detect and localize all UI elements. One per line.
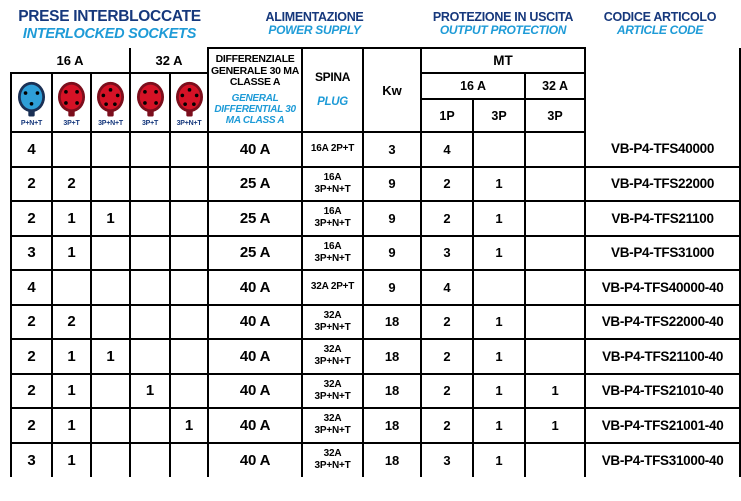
article-code-header-blank xyxy=(585,48,740,132)
socket-count-cell: 1 xyxy=(52,374,91,409)
mt-count-cell xyxy=(473,270,525,305)
differential-rating-cell: 25 A xyxy=(208,167,302,202)
power-supply-title-it: ALIMENTAZIONE xyxy=(265,10,364,24)
socket-16a-3p-n-t-icon xyxy=(93,79,128,119)
differential-rating-cell: 40 A xyxy=(208,132,302,167)
plug-cell xyxy=(302,408,363,443)
plug-cell xyxy=(302,374,363,409)
socket-count-cell xyxy=(170,374,208,409)
differential-rating-cell: 40 A xyxy=(208,270,302,305)
kw-header: Kw xyxy=(363,48,421,132)
article-code-cell: VB-P4-TFS40000 xyxy=(585,132,740,167)
mt-count-cell: 1 xyxy=(473,374,525,409)
differential-rating-cell: 40 A xyxy=(208,305,302,340)
table-body xyxy=(11,132,740,477)
socket-count-cell xyxy=(170,132,208,167)
table-row xyxy=(11,201,740,236)
plug-line: 32A xyxy=(323,309,342,321)
socket-count-cell xyxy=(170,443,208,478)
mt-count-cell: 3 xyxy=(421,443,473,478)
plug-cell xyxy=(302,270,363,305)
socket-16a-3p-t-icon xyxy=(54,79,89,119)
article-code-cell: VB-P4-TFS31000-40 xyxy=(585,443,740,478)
differential-rating-cell: 25 A xyxy=(208,236,302,271)
plug-cell xyxy=(302,132,363,167)
plug-line: 32A 2P+T xyxy=(310,281,355,293)
socket-count-cell xyxy=(170,236,208,271)
socket-label: 3P+N+T xyxy=(98,120,123,127)
plug-line: 16A xyxy=(323,171,342,183)
mt-count-cell: 1 xyxy=(473,443,525,478)
table-row xyxy=(11,270,740,305)
kw-cell: 9 xyxy=(363,270,421,305)
kw-cell: 18 xyxy=(363,305,421,340)
article-code-title-en: ARTICLE CODE xyxy=(616,23,704,38)
mt-count-cell: 2 xyxy=(421,201,473,236)
kw-cell: 18 xyxy=(363,443,421,478)
socket-type-header xyxy=(11,73,52,132)
plug-line: 16A xyxy=(323,206,342,218)
socket-count-cell xyxy=(91,236,130,271)
socket-type-header xyxy=(91,73,130,132)
article-code-cell: VB-P4-TFS21100 xyxy=(585,201,740,236)
article-code-cell: VB-P4-TFS22000 xyxy=(585,167,740,202)
plug-header-it: SPINA xyxy=(314,70,351,85)
mt-count-cell: 3 xyxy=(421,236,473,271)
socket-count-cell: 1 xyxy=(52,443,91,478)
table-row xyxy=(11,132,740,167)
kw-cell: 18 xyxy=(363,374,421,409)
table-row xyxy=(11,305,740,340)
plug-cell xyxy=(302,305,363,340)
socket-count-cell xyxy=(52,132,91,167)
socket-count-cell: 4 xyxy=(11,132,52,167)
socket-label: 3P+T xyxy=(141,120,159,127)
mt-count-cell: 1 xyxy=(473,236,525,271)
differential-header xyxy=(208,48,302,132)
socket-count-cell xyxy=(170,167,208,202)
differential-rating-cell: 40 A xyxy=(208,443,302,478)
mt-count-cell: 2 xyxy=(421,305,473,340)
differential-header-en: GENERAL DIFFERENTIAL 30 MA CLASS A xyxy=(214,92,296,126)
mt-count-cell: 1 xyxy=(473,167,525,202)
socket-count-cell: 3 xyxy=(11,236,52,271)
article-code-cell: VB-P4-TFS31000 xyxy=(585,236,740,271)
output-protection-title-it: PROTEZIONE IN USCITA xyxy=(432,10,574,24)
header-row-groups xyxy=(11,48,740,73)
socket-count-cell: 1 xyxy=(52,201,91,236)
socket-count-cell xyxy=(91,443,130,478)
plug-line: 3P+N+T xyxy=(314,252,351,264)
plug-line: 32A xyxy=(323,413,342,425)
kw-cell: 9 xyxy=(363,167,421,202)
socket-count-cell xyxy=(130,408,170,443)
mt-count-cell: 1 xyxy=(473,305,525,340)
mt-count-cell: 2 xyxy=(421,374,473,409)
socket-count-cell xyxy=(130,167,170,202)
socket-count-cell: 4 xyxy=(11,270,52,305)
socket-count-cell: 2 xyxy=(52,167,91,202)
plug-cell xyxy=(302,443,363,478)
plug-cell xyxy=(302,236,363,271)
mt-16a-subheader: 16 A xyxy=(421,73,525,99)
socket-count-cell: 2 xyxy=(11,167,52,202)
socket-count-cell: 1 xyxy=(52,339,91,374)
kw-cell: 18 xyxy=(363,408,421,443)
mt-count-cell: 4 xyxy=(421,270,473,305)
socket-count-cell xyxy=(130,443,170,478)
socket-count-cell xyxy=(91,270,130,305)
sockets-title-en: INTERLOCKED SOCKETS xyxy=(22,25,197,42)
mt-count-cell xyxy=(525,443,585,478)
socket-count-cell xyxy=(130,270,170,305)
socket-type-header xyxy=(130,73,170,132)
socket-count-cell xyxy=(170,270,208,305)
table-row xyxy=(11,339,740,374)
socket-count-cell: 2 xyxy=(11,305,52,340)
socket-label: 3P+N+T xyxy=(176,120,202,127)
kw-cell: 9 xyxy=(363,201,421,236)
plug-line: 3P+N+T xyxy=(314,321,351,333)
mt-count-cell: 2 xyxy=(421,167,473,202)
plug-cell xyxy=(302,167,363,202)
table-row xyxy=(11,167,740,202)
plug-line: 16A 2P+T xyxy=(310,143,355,155)
article-code-title xyxy=(585,10,735,38)
table-row xyxy=(11,236,740,271)
sockets-title xyxy=(11,8,208,42)
socket-count-cell xyxy=(130,132,170,167)
table-row xyxy=(11,443,740,478)
mt-count-cell xyxy=(525,305,585,340)
mt-count-cell xyxy=(525,236,585,271)
socket-count-cell: 1 xyxy=(91,201,130,236)
socket-count-cell xyxy=(52,270,91,305)
plug-line: 32A xyxy=(323,448,342,460)
output-protection-title-en: OUTPUT PROTECTION xyxy=(439,23,567,38)
socket-16a-p-n-t-icon xyxy=(14,79,49,119)
sockets-32a-group-header: 32 A xyxy=(130,48,208,73)
plug-line: 3P+N+T xyxy=(314,460,351,472)
article-code-title-it: CODICE ARTICOLO xyxy=(603,10,717,24)
plug-cell xyxy=(302,339,363,374)
sockets-16a-group-header: 16 A xyxy=(11,48,130,73)
mt-count-cell xyxy=(525,201,585,236)
plug-line: 32A xyxy=(323,344,342,356)
socket-count-cell xyxy=(91,132,130,167)
mt-count-cell xyxy=(525,167,585,202)
differential-rating-cell: 25 A xyxy=(208,201,302,236)
mt-count-cell xyxy=(525,270,585,305)
article-code-cell: VB-P4-TFS21100-40 xyxy=(585,339,740,374)
socket-count-cell: 1 xyxy=(52,408,91,443)
plug-line: 3P+N+T xyxy=(314,390,351,402)
socket-count-cell: 1 xyxy=(170,408,208,443)
socket-label: 3P+T xyxy=(63,120,80,127)
plug-line: 3P+N+T xyxy=(314,183,351,195)
socket-count-cell xyxy=(170,339,208,374)
differential-rating-cell: 40 A xyxy=(208,374,302,409)
socket-count-cell xyxy=(170,201,208,236)
plug-header-en: PLUG xyxy=(317,96,348,109)
article-code-cell: VB-P4-TFS21010-40 xyxy=(585,374,740,409)
socket-count-cell xyxy=(91,374,130,409)
article-code-cell: VB-P4-TFS40000-40 xyxy=(585,270,740,305)
mt-count-cell: 2 xyxy=(421,339,473,374)
plug-line: 3P+N+T xyxy=(314,218,351,230)
mt-count-cell: 2 xyxy=(421,408,473,443)
mt-count-cell xyxy=(525,339,585,374)
socket-label: P+N+T xyxy=(20,120,43,127)
power-supply-title-en: POWER SUPPLY xyxy=(268,23,361,38)
socket-count-cell: 2 xyxy=(52,305,91,340)
mt-count-cell: 1 xyxy=(525,408,585,443)
plug-line: 16A xyxy=(323,240,342,252)
mt-1p-header: 1P xyxy=(421,99,473,132)
socket-count-cell: 1 xyxy=(52,236,91,271)
socket-count-cell xyxy=(91,305,130,340)
mt-32a-subheader: 32 A xyxy=(525,73,585,99)
mt-count-cell xyxy=(525,132,585,167)
spec-table xyxy=(10,47,741,477)
socket-type-header xyxy=(52,73,91,132)
differential-rating-cell: 40 A xyxy=(208,408,302,443)
socket-count-cell xyxy=(130,201,170,236)
socket-count-cell xyxy=(170,305,208,340)
mt-3p-16a-header: 3P xyxy=(473,99,525,132)
mt-count-cell: 1 xyxy=(473,201,525,236)
socket-count-cell: 2 xyxy=(11,408,52,443)
plug-cell xyxy=(302,201,363,236)
socket-count-cell: 3 xyxy=(11,443,52,478)
mt-count-cell xyxy=(473,132,525,167)
kw-cell: 18 xyxy=(363,339,421,374)
table-row xyxy=(11,374,740,409)
table-row xyxy=(11,408,740,443)
plug-line: 32A xyxy=(323,378,342,390)
mt-count-cell: 1 xyxy=(525,374,585,409)
socket-count-cell xyxy=(91,408,130,443)
socket-32a-3p-n-t-icon xyxy=(172,79,207,119)
socket-count-cell: 2 xyxy=(11,339,52,374)
mt-count-cell: 4 xyxy=(421,132,473,167)
socket-count-cell xyxy=(130,339,170,374)
socket-count-cell: 1 xyxy=(91,339,130,374)
sockets-title-it: PRESE INTERBLOCCATE xyxy=(18,8,201,25)
differential-header-it: DIFFERENZIALE GENERALE 30 MA CLASSE A xyxy=(211,53,300,89)
mt-header: MT xyxy=(421,48,585,73)
socket-count-cell: 1 xyxy=(130,374,170,409)
mt-count-cell: 1 xyxy=(473,408,525,443)
article-code-cell: VB-P4-TFS22000-40 xyxy=(585,305,740,340)
power-supply-title xyxy=(208,10,421,38)
socket-count-cell: 2 xyxy=(11,374,52,409)
differential-rating-cell: 40 A xyxy=(208,339,302,374)
kw-cell: 3 xyxy=(363,132,421,167)
socket-32a-3p-t-icon xyxy=(133,79,168,119)
mt-3p-32a-header: 3P xyxy=(525,99,585,132)
plug-line: 3P+N+T xyxy=(314,425,351,437)
kw-cell: 9 xyxy=(363,236,421,271)
plug-header xyxy=(302,48,363,132)
article-code-cell: VB-P4-TFS21001-40 xyxy=(585,408,740,443)
socket-count-cell xyxy=(130,236,170,271)
socket-count-cell xyxy=(91,167,130,202)
socket-count-cell xyxy=(130,305,170,340)
output-protection-title xyxy=(421,10,585,38)
socket-type-header xyxy=(170,73,208,132)
mt-count-cell: 1 xyxy=(473,339,525,374)
plug-line: 3P+N+T xyxy=(314,356,351,368)
socket-count-cell: 2 xyxy=(11,201,52,236)
